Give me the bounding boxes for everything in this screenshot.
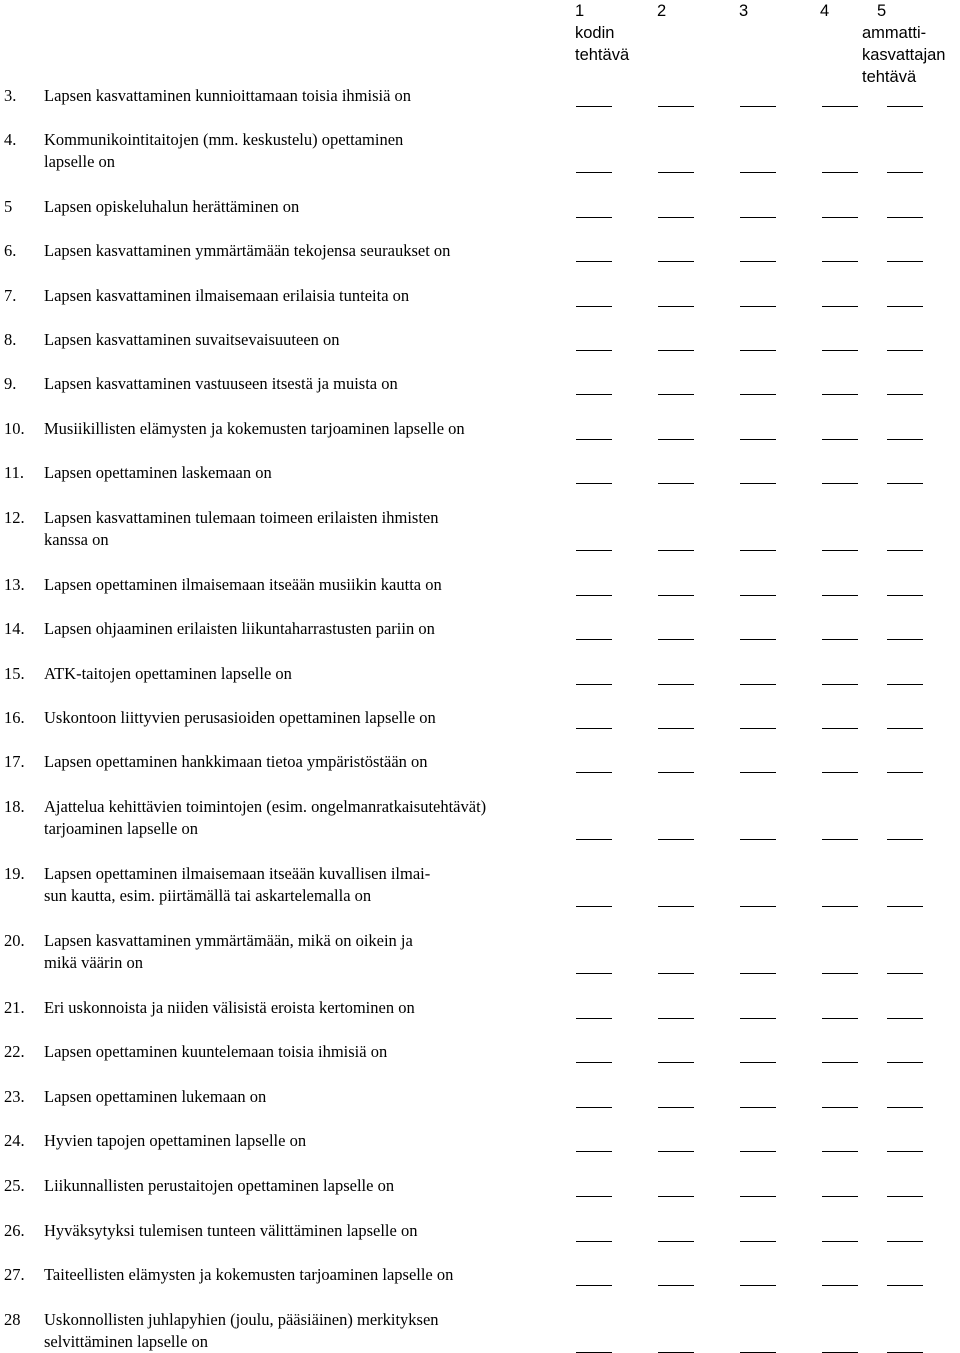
answer-blank-3[interactable] (740, 106, 776, 107)
answer-blank-5[interactable] (887, 728, 923, 729)
answer-blank-2[interactable] (658, 1241, 694, 1242)
answer-blank-5[interactable] (887, 1062, 923, 1063)
scale-column-header-5 (862, 0, 945, 88)
scale-label-line: ammatti- (862, 24, 927, 42)
answer-blank-5[interactable] (887, 261, 923, 262)
answer-blank-3[interactable] (740, 728, 776, 729)
question-number: 22. (4, 1042, 25, 1061)
question-text (44, 1041, 554, 1063)
answer-blank-5[interactable] (887, 217, 923, 218)
answer-blank-4[interactable] (822, 1107, 858, 1108)
question-text-line: Lapsen kasvattaminen suvaitsevaisuuteen on (44, 330, 340, 349)
question-text (44, 129, 554, 173)
question-text-line: Liikunnallisten perustaitojen opettaminen lapselle on (44, 1176, 395, 1195)
answer-blank-2[interactable] (658, 172, 694, 173)
answer-blank-3[interactable] (740, 217, 776, 218)
answer-blank-1[interactable] (576, 261, 612, 262)
question-text-line: Lapsen opiskeluhalun herättäminen on (44, 197, 300, 216)
answer-blank-4[interactable] (822, 906, 858, 907)
scale-number: 3 (739, 2, 749, 20)
answer-blank-5[interactable] (887, 1285, 923, 1286)
question-text-line: Taiteellisten elämysten ja kokemusten tarjoaminen lapselle on (44, 1265, 454, 1284)
question-text-line: Uskonnollisten juhlapyhien (joulu, pääsiäinen) merkityksen (44, 1310, 439, 1329)
question-number: 21. (4, 998, 25, 1017)
question-text-line: Lapsen opettaminen laskemaan on (44, 463, 272, 482)
scale-column-header-3 (739, 0, 748, 22)
answer-blank-1[interactable] (576, 306, 612, 307)
question-text-line: Lapsen kasvattaminen kunnioittamaan toisia ihmisiä on (44, 86, 412, 105)
answer-blank-4[interactable] (822, 306, 858, 307)
question-number: 11. (4, 463, 25, 482)
answer-blank-3[interactable] (740, 483, 776, 484)
answer-blank-3[interactable] (740, 772, 776, 773)
scale-number: 2 (657, 2, 667, 20)
answer-blank-2[interactable] (658, 1151, 694, 1152)
answer-blank-3[interactable] (740, 595, 776, 596)
answer-blank-2[interactable] (658, 595, 694, 596)
answer-blank-3[interactable] (740, 439, 776, 440)
answer-blank-5[interactable] (887, 1196, 923, 1197)
scale-column-header-1 (575, 0, 629, 66)
question-text (44, 1130, 554, 1152)
answer-blank-1[interactable] (576, 906, 612, 907)
question-number: 13. (4, 575, 25, 594)
answer-blank-5[interactable] (887, 172, 923, 173)
answer-blank-3[interactable] (740, 350, 776, 351)
answer-blank-2[interactable] (658, 1107, 694, 1108)
answer-blank-2[interactable] (658, 106, 694, 107)
answer-blank-3[interactable] (740, 1107, 776, 1108)
answer-blank-5[interactable] (887, 1018, 923, 1019)
answer-blank-5[interactable] (887, 439, 923, 440)
answer-blank-4[interactable] (822, 1285, 858, 1286)
answer-blank-2[interactable] (658, 906, 694, 907)
answer-blank-2[interactable] (658, 973, 694, 974)
question-text (44, 1309, 554, 1353)
answer-blank-1[interactable] (576, 350, 612, 351)
question-text (44, 863, 554, 907)
answer-blank-2[interactable] (658, 839, 694, 840)
answer-blank-4[interactable] (822, 439, 858, 440)
answer-blank-2[interactable] (658, 350, 694, 351)
scale-label-line: kasvattajan (862, 46, 946, 64)
answer-blank-1[interactable] (576, 1241, 612, 1242)
question-text-line: Kommunikointitaitojen (mm. keskustelu) opettaminen (44, 130, 404, 149)
answer-blank-4[interactable] (822, 106, 858, 107)
answer-blank-2[interactable] (658, 550, 694, 551)
question-text-line: sun kautta, esim. piirtämällä tai askartelemalla on (44, 886, 372, 905)
answer-blank-4[interactable] (822, 1196, 858, 1197)
question-text (44, 507, 554, 551)
answer-blank-1[interactable] (576, 639, 612, 640)
answer-blank-4[interactable] (822, 839, 858, 840)
answer-blank-4[interactable] (822, 350, 858, 351)
question-number: 15. (4, 664, 25, 683)
answer-blank-4[interactable] (822, 973, 858, 974)
question-number: 27. (4, 1265, 25, 1284)
question-text-line: Lapsen opettaminen ilmaisemaan itseään musiikin kautta on (44, 575, 442, 594)
question-text (44, 462, 554, 484)
question-text-line: Lapsen opettaminen kuuntelemaan toisia ihmisiä on (44, 1042, 388, 1061)
scale-label-line: tehtävä (575, 46, 630, 64)
question-text (44, 930, 554, 974)
question-text-line: Lapsen opettaminen ilmaisemaan itseään kuvallisen ilmai- (44, 864, 431, 883)
answer-blank-1[interactable] (576, 394, 612, 395)
question-text (44, 707, 554, 729)
question-text (44, 618, 554, 640)
answer-blank-5[interactable] (887, 839, 923, 840)
answer-blank-1[interactable] (576, 973, 612, 974)
scale-number: 4 (820, 2, 830, 20)
answer-blank-5[interactable] (887, 350, 923, 351)
question-number: 18. (4, 797, 25, 816)
question-text-line: Lapsen kasvattaminen vastuuseen itsestä ja muista on (44, 374, 398, 393)
question-number: 10. (4, 419, 25, 438)
answer-blank-3[interactable] (740, 1151, 776, 1152)
answer-blank-1[interactable] (576, 684, 612, 685)
answer-blank-5[interactable] (887, 550, 923, 551)
answer-blank-2[interactable] (658, 772, 694, 773)
question-text (44, 1086, 554, 1108)
answer-blank-2[interactable] (658, 1062, 694, 1063)
question-text-line: ATK-taitojen opettaminen lapselle on (44, 664, 292, 683)
answer-blank-2[interactable] (658, 639, 694, 640)
answer-blank-1[interactable] (576, 1151, 612, 1152)
answer-blank-4[interactable] (822, 595, 858, 596)
scale-number: 1 (575, 2, 585, 20)
question-number: 17. (4, 752, 25, 771)
question-text (44, 240, 554, 262)
answer-blank-1[interactable] (576, 1285, 612, 1286)
answer-blank-3[interactable] (740, 1062, 776, 1063)
scale-label-line: tehtävä (862, 68, 917, 86)
answer-blank-4[interactable] (822, 684, 858, 685)
answer-blank-5[interactable] (887, 639, 923, 640)
answer-blank-5[interactable] (887, 483, 923, 484)
answer-blank-5[interactable] (887, 394, 923, 395)
answer-blank-4[interactable] (822, 172, 858, 173)
question-text-line: Musiikillisten elämysten ja kokemusten tarjoaminen lapselle on (44, 419, 465, 438)
question-text-line: Uskontoon liittyvien perusasioiden opettaminen lapselle on (44, 708, 436, 727)
answer-blank-2[interactable] (658, 261, 694, 262)
answer-blank-5[interactable] (887, 1151, 923, 1152)
answer-blank-1[interactable] (576, 550, 612, 551)
question-number: 5 (4, 197, 13, 216)
question-text-line: Lapsen kasvattaminen tulemaan toimeen erilaisten ihmisten (44, 508, 439, 527)
question-text-line: selvittäminen lapselle on (44, 1332, 209, 1351)
question-number: 3. (4, 86, 17, 105)
question-text (44, 1264, 554, 1286)
question-text (44, 997, 554, 1019)
question-number: 4. (4, 130, 17, 149)
answer-blank-1[interactable] (576, 772, 612, 773)
answer-blank-3[interactable] (740, 172, 776, 173)
answer-blank-1[interactable] (576, 1107, 612, 1108)
question-number: 8. (4, 330, 17, 349)
answer-blank-5[interactable] (887, 973, 923, 974)
answer-blank-3[interactable] (740, 1285, 776, 1286)
answer-blank-5[interactable] (887, 772, 923, 773)
question-number: 6. (4, 241, 17, 260)
question-number: 7. (4, 286, 17, 305)
answer-blank-5[interactable] (887, 306, 923, 307)
scale-column-header-4 (820, 0, 829, 22)
answer-blank-4[interactable] (822, 728, 858, 729)
answer-blank-3[interactable] (740, 1196, 776, 1197)
question-text (44, 796, 554, 840)
answer-blank-3[interactable] (740, 973, 776, 974)
answer-blank-3[interactable] (740, 684, 776, 685)
answer-blank-2[interactable] (658, 217, 694, 218)
question-text (44, 574, 554, 596)
scale-number: 5 (877, 2, 887, 20)
answer-blank-3[interactable] (740, 1018, 776, 1019)
answer-blank-4[interactable] (822, 1241, 858, 1242)
answer-blank-2[interactable] (658, 394, 694, 395)
question-number: 16. (4, 708, 25, 727)
question-number: 28 (4, 1310, 21, 1329)
answer-blank-1[interactable] (576, 728, 612, 729)
question-text (44, 196, 554, 218)
question-text-line: Lapsen kasvattaminen ymmärtämään tekojensa seuraukset on (44, 241, 451, 260)
answer-blank-5[interactable] (887, 1241, 923, 1242)
question-number: 9. (4, 374, 17, 393)
answer-blank-4[interactable] (822, 394, 858, 395)
question-number: 26. (4, 1221, 25, 1240)
answer-blank-2[interactable] (658, 1285, 694, 1286)
question-text-line: Lapsen opettaminen hankkimaan tietoa ympäristöstään on (44, 752, 428, 771)
question-text (44, 85, 554, 107)
question-text (44, 329, 554, 351)
answer-blank-2[interactable] (658, 728, 694, 729)
answer-blank-3[interactable] (740, 639, 776, 640)
answer-blank-4[interactable] (822, 772, 858, 773)
answer-blank-3[interactable] (740, 261, 776, 262)
question-number: 24. (4, 1131, 25, 1150)
answer-blank-2[interactable] (658, 306, 694, 307)
question-text (44, 285, 554, 307)
question-text-line: Lapsen ohjaaminen erilaisten liikuntaharrastusten pariin on (44, 619, 435, 638)
question-text (44, 1220, 554, 1242)
question-text-line: Ajattelua kehittävien toimintojen (esim. ongelmanratkaisutehtävät) (44, 797, 487, 816)
question-text (44, 1175, 554, 1197)
question-text-line: Lapsen opettaminen lukemaan on (44, 1087, 267, 1106)
answer-blank-4[interactable] (822, 483, 858, 484)
question-number: 12. (4, 508, 25, 527)
answer-blank-4[interactable] (822, 1151, 858, 1152)
question-text-line: lapselle on (44, 152, 116, 171)
answer-blank-5[interactable] (887, 1107, 923, 1108)
answer-blank-5[interactable] (887, 684, 923, 685)
question-number: 14. (4, 619, 25, 638)
answer-blank-1[interactable] (576, 1062, 612, 1063)
question-text-line: Eri uskonnoista ja niiden välisistä eroista kertominen on (44, 998, 415, 1017)
answer-blank-1[interactable] (576, 172, 612, 173)
question-text-line: mikä väärin on (44, 953, 143, 972)
question-text (44, 663, 554, 685)
answer-blank-5[interactable] (887, 906, 923, 907)
answer-blank-2[interactable] (658, 1018, 694, 1019)
scale-label-line: kodin (575, 24, 615, 42)
answer-blank-1[interactable] (576, 483, 612, 484)
answer-blank-4[interactable] (822, 217, 858, 218)
question-text-line: Lapsen kasvattaminen ilmaisemaan erilaisia tunteita on (44, 286, 410, 305)
answer-blank-2[interactable] (658, 1196, 694, 1197)
question-number: 23. (4, 1087, 25, 1106)
answer-blank-3[interactable] (740, 1241, 776, 1242)
question-text (44, 418, 554, 440)
answer-blank-2[interactable] (658, 684, 694, 685)
question-text (44, 751, 554, 773)
answer-blank-3[interactable] (740, 550, 776, 551)
answer-blank-1[interactable] (576, 1196, 612, 1197)
answer-blank-3[interactable] (740, 394, 776, 395)
question-text-line: Lapsen kasvattaminen ymmärtämään, mikä on oikein ja (44, 931, 413, 950)
answer-blank-1[interactable] (576, 1018, 612, 1019)
scale-column-header-2 (657, 0, 666, 22)
answer-blank-4[interactable] (822, 1018, 858, 1019)
answer-blank-1[interactable] (576, 217, 612, 218)
answer-blank-4[interactable] (822, 550, 858, 551)
question-text-line: Hyvien tapojen opettaminen lapselle on (44, 1131, 307, 1150)
answer-blank-4[interactable] (822, 1062, 858, 1063)
question-number: 19. (4, 864, 25, 883)
answer-blank-5[interactable] (887, 106, 923, 107)
answer-blank-2[interactable] (658, 439, 694, 440)
answer-blank-2[interactable] (658, 483, 694, 484)
question-text-line: tarjoaminen lapselle on (44, 819, 198, 838)
answer-blank-1[interactable] (576, 839, 612, 840)
answer-blank-3[interactable] (740, 306, 776, 307)
question-text (44, 373, 554, 395)
answer-blank-1[interactable] (576, 106, 612, 107)
question-text-line: Hyväksytyksi tulemisen tunteen välittäminen lapselle on (44, 1221, 418, 1240)
answer-blank-5[interactable] (887, 595, 923, 596)
answer-blank-3[interactable] (740, 839, 776, 840)
question-number: 25. (4, 1176, 25, 1195)
answer-blank-4[interactable] (822, 639, 858, 640)
answer-blank-3[interactable] (740, 906, 776, 907)
answer-blank-1[interactable] (576, 595, 612, 596)
answer-blank-4[interactable] (822, 261, 858, 262)
answer-blank-1[interactable] (576, 439, 612, 440)
question-text-line: kanssa on (44, 530, 109, 549)
question-number: 20. (4, 931, 25, 950)
